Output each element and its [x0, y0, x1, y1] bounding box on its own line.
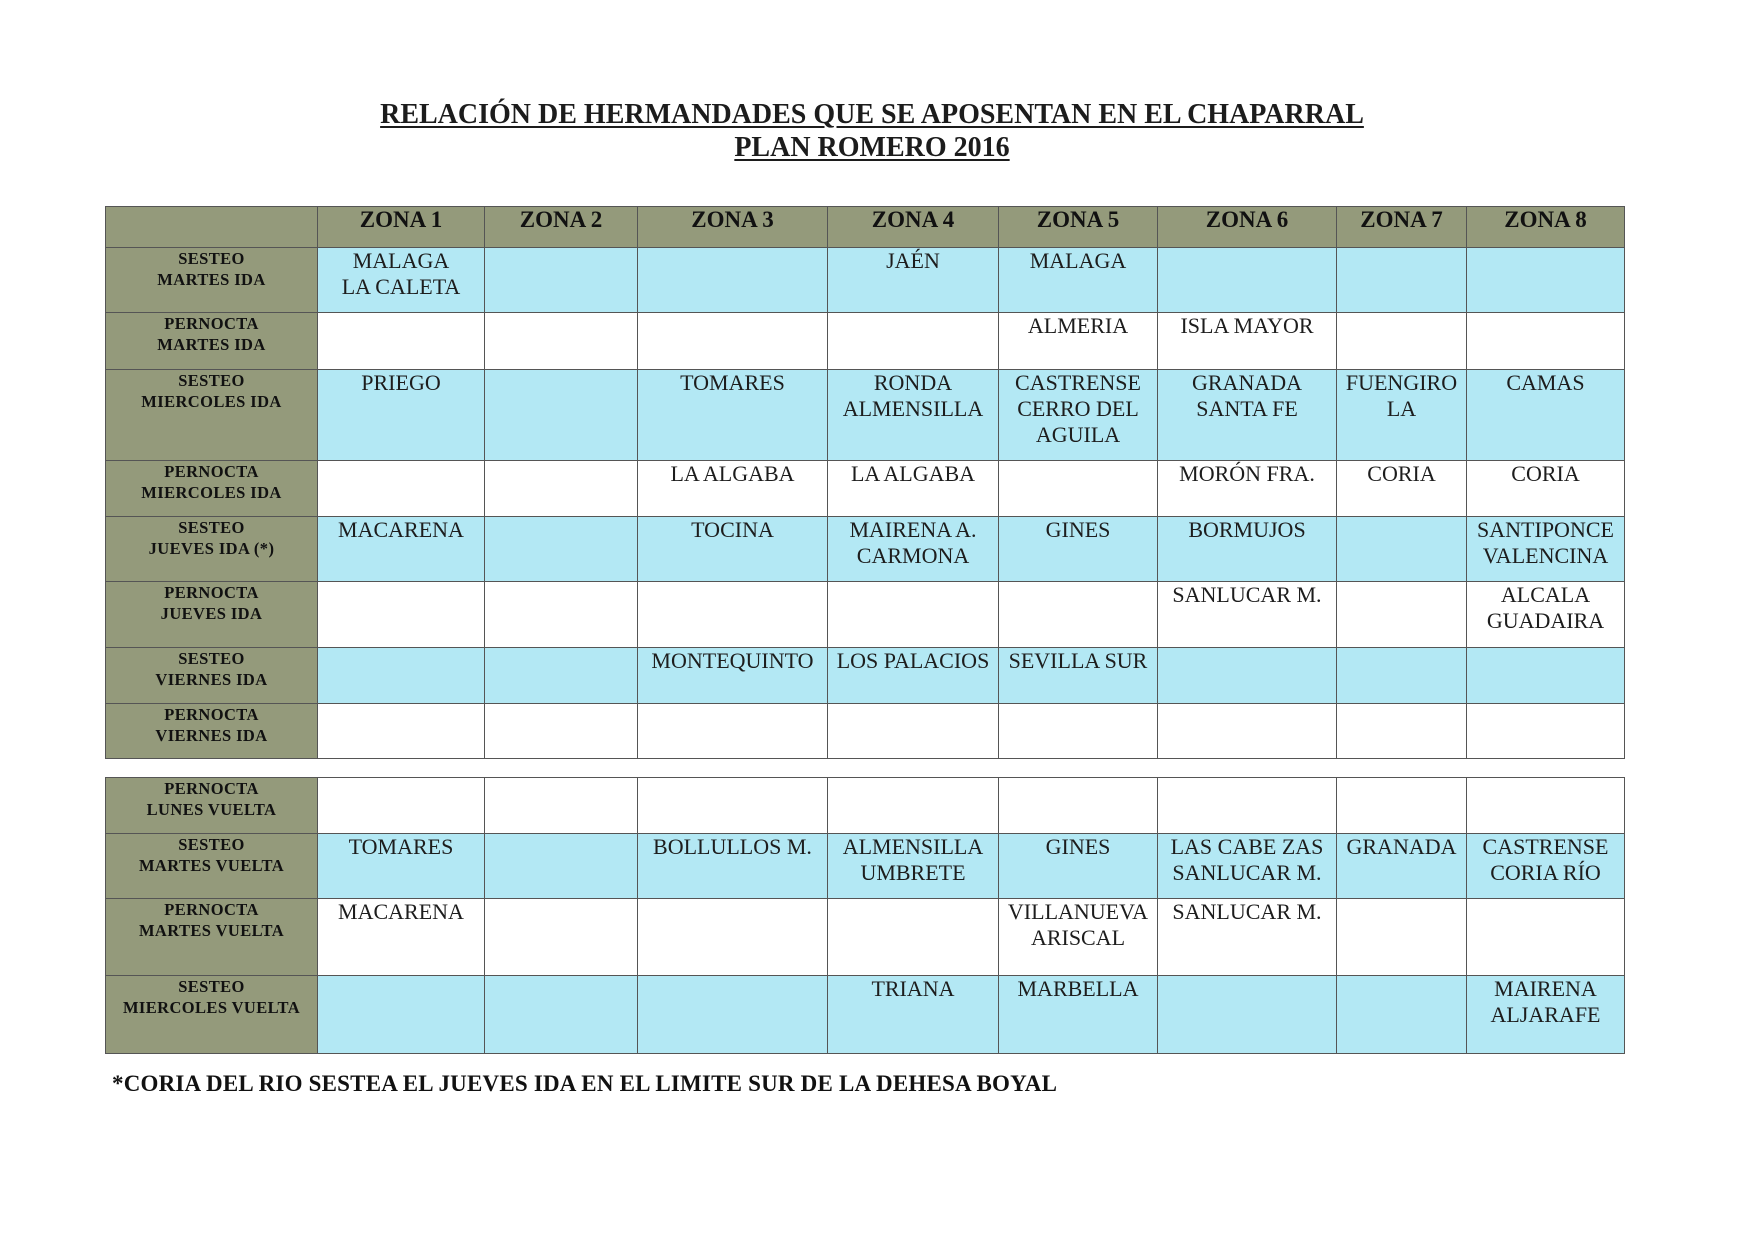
- zone-header: ZONA 8: [1467, 207, 1625, 248]
- table-cell: [485, 648, 638, 704]
- zone-header: ZONA 4: [828, 207, 999, 248]
- table-cell: [1467, 248, 1625, 313]
- table-cell: PRIEGO: [318, 370, 485, 461]
- table-cell: [999, 704, 1158, 759]
- table-cell: [318, 461, 485, 517]
- table-cell: CASTRENSE CORIA RÍO: [1467, 834, 1625, 899]
- table-row: [106, 248, 1625, 313]
- table-cell: SANTIPONCE VALENCINA: [1467, 517, 1625, 582]
- zone-header: ZONA 5: [999, 207, 1158, 248]
- table-cell: MAIRENA ALJARAFE: [1467, 976, 1625, 1054]
- corner-cell: [106, 207, 318, 248]
- table-body: [106, 248, 1625, 1054]
- row-label: PERNOCTA VIERNES IDA: [106, 704, 318, 759]
- table-cell: [999, 778, 1158, 834]
- zone-header: ZONA 6: [1158, 207, 1337, 248]
- table-cell: LA ALGABA: [828, 461, 999, 517]
- row-label: SESTEO MIERCOLES IDA: [106, 370, 318, 461]
- table-cell: [485, 704, 638, 759]
- table-cell: [485, 899, 638, 976]
- table-cell: [1467, 313, 1625, 370]
- table-cell: MALAGA LA CALETA: [318, 248, 485, 313]
- table-cell: [828, 778, 999, 834]
- table-cell: MARBELLA: [999, 976, 1158, 1054]
- table-cell: MALAGA: [999, 248, 1158, 313]
- table-cell: [1337, 704, 1467, 759]
- table-cell: [485, 461, 638, 517]
- table-cell: [1337, 248, 1467, 313]
- table-row: [106, 834, 1625, 899]
- zone-header: ZONA 1: [318, 207, 485, 248]
- table-row: [106, 899, 1625, 976]
- table-cell: CORIA: [1337, 461, 1467, 517]
- table-cell: GINES: [999, 834, 1158, 899]
- table-cell: [1467, 899, 1625, 976]
- table-cell: [638, 778, 828, 834]
- table-cell: TRIANA: [828, 976, 999, 1054]
- header-row: [106, 207, 1625, 248]
- table-cell: [318, 582, 485, 648]
- table-cell: VILLANUEVA ARISCAL: [999, 899, 1158, 976]
- zone-header: ZONA 2: [485, 207, 638, 248]
- row-label: SESTEO MARTES IDA: [106, 248, 318, 313]
- row-label: SESTEO VIERNES IDA: [106, 648, 318, 704]
- document-title: [0, 98, 1744, 164]
- table-cell: FUENGIRO LA: [1337, 370, 1467, 461]
- gap-cell: [106, 759, 1625, 778]
- table-cell: [318, 976, 485, 1054]
- table-cell: [1337, 976, 1467, 1054]
- zone-header: ZONA 3: [638, 207, 828, 248]
- title-line-2: PLAN ROMERO 2016: [734, 132, 1010, 163]
- row-label: PERNOCTA MIERCOLES IDA: [106, 461, 318, 517]
- table-cell: CASTRENSE CERRO DEL AGUILA: [999, 370, 1158, 461]
- table-cell: ALMERIA: [999, 313, 1158, 370]
- table-cell: LA ALGABA: [638, 461, 828, 517]
- table-cell: [1337, 648, 1467, 704]
- table-cell: [638, 704, 828, 759]
- table-cell: BOLLULLOS M.: [638, 834, 828, 899]
- table-cell: [485, 370, 638, 461]
- section-gap: [106, 759, 1625, 778]
- table-cell: CORIA: [1467, 461, 1625, 517]
- table-cell: [828, 582, 999, 648]
- row-label: SESTEO JUEVES IDA (*): [106, 517, 318, 582]
- table-cell: [828, 899, 999, 976]
- table-row: [106, 648, 1625, 704]
- row-label: SESTEO MARTES VUELTA: [106, 834, 318, 899]
- table-cell: [828, 704, 999, 759]
- table-row: [106, 582, 1625, 648]
- table-cell: [638, 976, 828, 1054]
- table-cell: [638, 582, 828, 648]
- table-row: [106, 778, 1625, 834]
- table-cell: CAMAS: [1467, 370, 1625, 461]
- table-cell: [318, 313, 485, 370]
- table-cell: SANLUCAR M.: [1158, 899, 1337, 976]
- table-cell: BORMUJOS: [1158, 517, 1337, 582]
- table-row: [106, 370, 1625, 461]
- table-cell: [1337, 582, 1467, 648]
- table-cell: SEVILLA SUR: [999, 648, 1158, 704]
- table-cell: MORÓN FRA.: [1158, 461, 1337, 517]
- table-cell: [318, 648, 485, 704]
- table-cell: ALCALA GUADAIRA: [1467, 582, 1625, 648]
- table-cell: [485, 976, 638, 1054]
- table-cell: [999, 582, 1158, 648]
- table-cell: [1158, 778, 1337, 834]
- table-cell: LAS CABE ZAS SANLUCAR M.: [1158, 834, 1337, 899]
- table-cell: GRANADA SANTA FE: [1158, 370, 1337, 461]
- table-row: [106, 704, 1625, 759]
- table-cell: TOMARES: [638, 370, 828, 461]
- table-cell: [318, 704, 485, 759]
- table-cell: MONTEQUINTO: [638, 648, 828, 704]
- table-cell: [1337, 517, 1467, 582]
- table-cell: [485, 248, 638, 313]
- table-cell: [485, 834, 638, 899]
- row-label: PERNOCTA JUEVES IDA: [106, 582, 318, 648]
- row-label: PERNOCTA LUNES VUELTA: [106, 778, 318, 834]
- table-cell: [485, 778, 638, 834]
- table-cell: [638, 248, 828, 313]
- table-cell: [485, 517, 638, 582]
- table-cell: JAÉN: [828, 248, 999, 313]
- table-cell: MACARENA: [318, 517, 485, 582]
- table-cell: [999, 461, 1158, 517]
- table-cell: GRANADA: [1337, 834, 1467, 899]
- table-cell: [828, 313, 999, 370]
- zones-table: [105, 206, 1625, 1054]
- table-cell: [638, 899, 828, 976]
- row-label: PERNOCTA MARTES IDA: [106, 313, 318, 370]
- table-cell: TOMARES: [318, 834, 485, 899]
- table-cell: [1337, 313, 1467, 370]
- table-cell: ALMENSILLA UMBRETE: [828, 834, 999, 899]
- table-cell: [485, 582, 638, 648]
- row-label: SESTEO MIERCOLES VUELTA: [106, 976, 318, 1054]
- zone-header: ZONA 7: [1337, 207, 1467, 248]
- table-cell: MAIRENA A. CARMONA: [828, 517, 999, 582]
- table-row: [106, 517, 1625, 582]
- table-cell: RONDA ALMENSILLA: [828, 370, 999, 461]
- title-line-1: RELACIÓN DE HERMANDADES QUE SE APOSENTAN EN EL CHAPARRAL: [380, 99, 1364, 130]
- table-cell: [318, 778, 485, 834]
- table-cell: [1158, 976, 1337, 1054]
- table-cell: TOCINA: [638, 517, 828, 582]
- table-cell: MACARENA: [318, 899, 485, 976]
- table-cell: [1158, 648, 1337, 704]
- table-cell: [1467, 704, 1625, 759]
- table-cell: [1158, 704, 1337, 759]
- table-cell: [1337, 778, 1467, 834]
- table-cell: [1467, 778, 1625, 834]
- table-row: [106, 461, 1625, 517]
- footnote: *CORIA DEL RIO SESTEA EL JUEVES IDA EN EL LIMITE SUR DE LA DEHESA BOYAL: [112, 1071, 1058, 1096]
- table-cell: [1467, 648, 1625, 704]
- table-cell: SANLUCAR M.: [1158, 582, 1337, 648]
- table-row: [106, 976, 1625, 1054]
- table-cell: [485, 313, 638, 370]
- row-label: PERNOCTA MARTES VUELTA: [106, 899, 318, 976]
- table-cell: [638, 313, 828, 370]
- table-row: [106, 313, 1625, 370]
- table-cell: GINES: [999, 517, 1158, 582]
- table-cell: [1337, 899, 1467, 976]
- table-cell: ISLA MAYOR: [1158, 313, 1337, 370]
- table-cell: [1158, 248, 1337, 313]
- table-cell: LOS PALACIOS: [828, 648, 999, 704]
